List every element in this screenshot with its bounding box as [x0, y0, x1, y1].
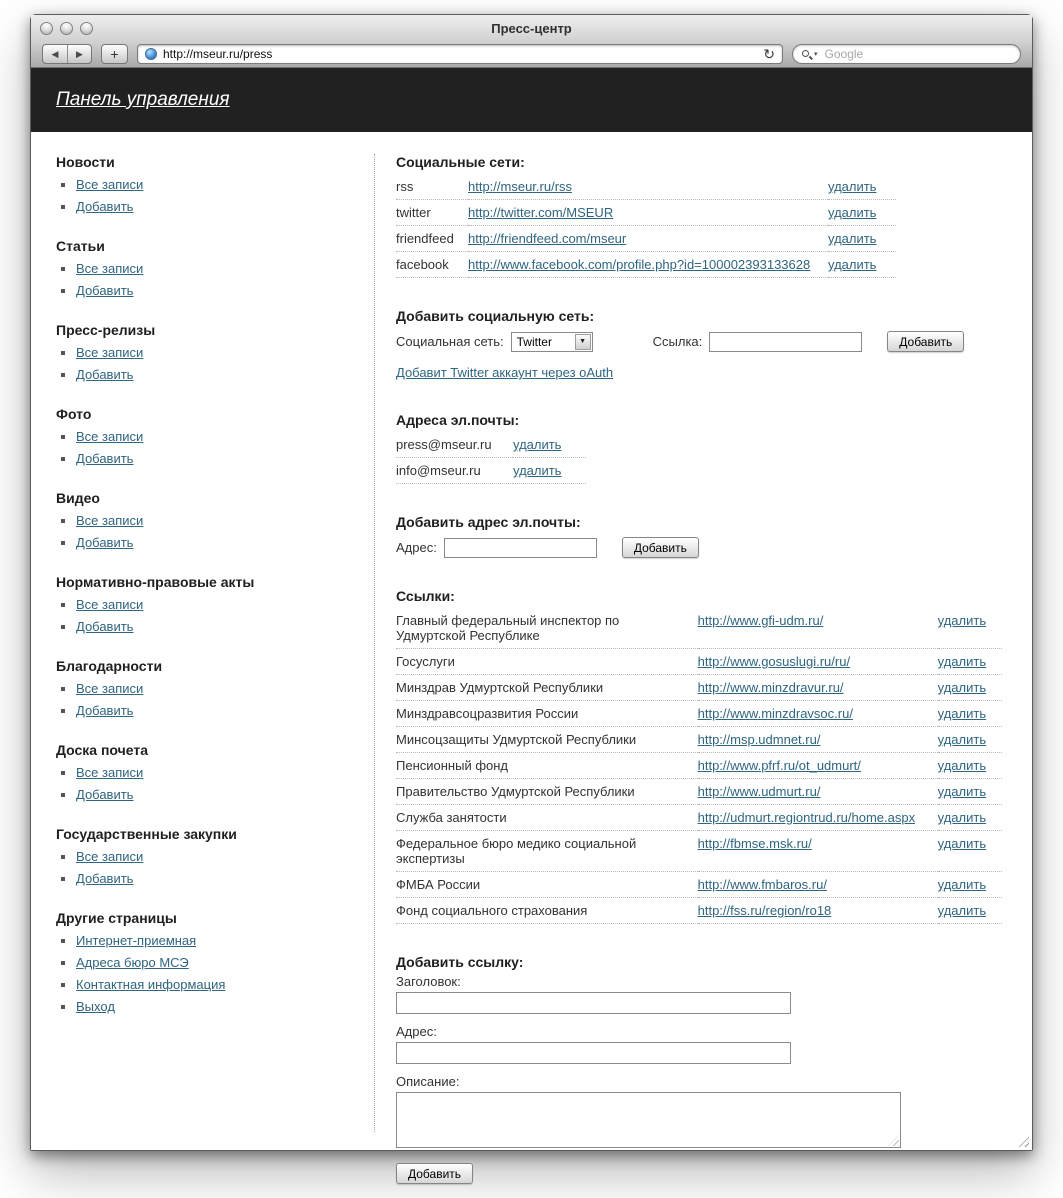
sidebar-link[interactable]: Добавить: [76, 871, 134, 886]
add-email-button[interactable]: Добавить: [622, 537, 699, 558]
list-item: [76, 513, 374, 528]
list-item: [76, 977, 374, 992]
sidebar-link[interactable]: Все записи: [76, 261, 144, 276]
section-title: Добавить социальную сеть:: [396, 308, 595, 324]
table-row: [396, 458, 586, 484]
email-address: press@mseur.ru: [396, 432, 513, 458]
sidebar-link[interactable]: Добавить: [76, 283, 134, 298]
section-add-email: [396, 514, 1002, 558]
select-dropdown-button[interactable]: [575, 334, 591, 350]
sidebar-link[interactable]: Добавить: [76, 199, 134, 214]
section-social-networks: [396, 154, 1002, 278]
link-url[interactable]: http://fss.ru/region/ro18: [697, 903, 832, 918]
link-url[interactable]: http://udmurt.regiontrud.ru/home.aspx: [697, 810, 916, 825]
sidebar-link[interactable]: Адреса бюро МСЭ: [76, 955, 189, 970]
social-network-url-link[interactable]: http://mseur.ru/rss: [468, 179, 573, 194]
link-description-textarea[interactable]: [396, 1092, 901, 1148]
sidebar-section-title: Доска почета: [56, 742, 149, 758]
sidebar-link[interactable]: Добавить: [76, 703, 134, 718]
nav-buttons: [42, 44, 92, 64]
search-caret-icon[interactable]: ▾: [814, 51, 818, 58]
sidebar: [31, 154, 374, 1150]
table-row: [396, 608, 1002, 649]
search-input[interactable]: [792, 44, 1021, 64]
sidebar-section-photo: [56, 406, 374, 466]
delete-link[interactable]: удалить: [828, 179, 877, 194]
list-item: [76, 177, 374, 192]
links-table: [396, 608, 1002, 924]
sidebar-link[interactable]: Выход: [76, 999, 115, 1014]
sidebar-link[interactable]: Добавить: [76, 619, 134, 634]
section-title: Адреса эл.почты:: [396, 412, 520, 428]
sidebar-link[interactable]: Все записи: [76, 429, 144, 444]
sidebar-link[interactable]: Все записи: [76, 177, 144, 192]
link-address-label: Адрес:: [396, 1024, 437, 1039]
globe-icon: [145, 48, 157, 60]
delete-link[interactable]: удалить: [513, 437, 562, 452]
list-item: [76, 429, 374, 444]
delete-link[interactable]: удалить: [828, 231, 877, 246]
section-add-social: [396, 308, 1002, 382]
forward-button[interactable]: [67, 45, 91, 63]
table-row: [396, 701, 1002, 727]
delete-link[interactable]: удалить: [937, 758, 987, 773]
delete-link[interactable]: удалить: [937, 903, 987, 918]
search-placeholder: Google: [824, 47, 864, 61]
forward-icon: ▶: [76, 48, 83, 59]
chevron-down-icon: ▼: [579, 338, 587, 345]
link-url[interactable]: http://www.minzdravsoc.ru/: [697, 706, 853, 721]
back-button[interactable]: [43, 45, 67, 63]
table-row: [396, 174, 896, 200]
section-title: Ссылки:: [396, 588, 455, 604]
social-network-name: friendfeed: [396, 226, 468, 252]
social-network-url-link[interactable]: http://www.facebook.com/profile.php?id=100002393133628: [468, 257, 811, 272]
sidebar-link[interactable]: Добавить: [76, 535, 134, 550]
section-links: [396, 588, 1002, 924]
table-row: [396, 432, 586, 458]
link-name: Правительство Удмуртской Республики: [396, 779, 698, 805]
sidebar-link[interactable]: Все записи: [76, 513, 144, 528]
list-item: [76, 871, 374, 886]
link-title-label: Заголовок:: [396, 974, 461, 989]
sidebar-section-honor-board: [56, 742, 374, 802]
link-url[interactable]: http://www.gfi-udm.ru/: [697, 613, 824, 628]
list-item: [76, 703, 374, 718]
sidebar-section-press-releases: [56, 322, 374, 382]
search-icon: [802, 50, 811, 59]
sidebar-section-title: Видео: [56, 490, 100, 506]
delete-link[interactable]: удалить: [937, 877, 987, 892]
table-row: [396, 831, 1002, 872]
delete-link[interactable]: удалить: [937, 680, 987, 695]
delete-link[interactable]: удалить: [828, 257, 877, 272]
delete-link[interactable]: удалить: [937, 784, 987, 799]
list-item: [76, 283, 374, 298]
list-item: [76, 535, 374, 550]
link-title-input[interactable]: [396, 992, 791, 1014]
add-link-button[interactable]: Добавить: [396, 1163, 473, 1184]
list-item: [76, 619, 374, 634]
sidebar-section-title: Государственные закупки: [56, 826, 237, 842]
table-row: [396, 727, 1002, 753]
delete-link[interactable]: удалить: [937, 810, 987, 825]
sidebar-link[interactable]: Все записи: [76, 345, 144, 360]
social-network-name: rss: [396, 174, 468, 200]
delete-link[interactable]: удалить: [937, 706, 987, 721]
section-emails: [396, 412, 1002, 484]
sidebar-section-state-procurement: [56, 826, 374, 886]
table-row: [396, 898, 1002, 924]
link-url[interactable]: http://www.udmurt.ru/: [697, 784, 821, 799]
sidebar-link[interactable]: Добавить: [76, 787, 134, 802]
section-add-link: [396, 954, 1002, 1184]
plus-icon: +: [110, 46, 119, 62]
site-header: [31, 68, 1032, 132]
sidebar-section-title: Новости: [56, 154, 115, 170]
address-bar[interactable]: [137, 44, 783, 64]
sidebar-link[interactable]: Контактная информация: [76, 977, 226, 992]
list-item: [76, 345, 374, 360]
link-name: Минсоцзащиты Удмуртской Республики: [396, 727, 698, 753]
social-network-url-link[interactable]: http://friendfeed.com/mseur: [468, 231, 627, 246]
link-url[interactable]: http://msp.udmnet.ru/: [697, 732, 821, 747]
sidebar-section-title: Благодарности: [56, 658, 163, 674]
email-address: info@mseur.ru: [396, 458, 513, 484]
list-item: [76, 955, 374, 970]
url-text[interactable]: http://mseur.ru/press: [163, 47, 273, 61]
list-item: [76, 765, 374, 780]
section-title: Добавить ссылку:: [396, 954, 524, 970]
link-name: Фонд социального страхования: [396, 898, 698, 924]
social-network-url-link[interactable]: http://twitter.com/MSEUR: [468, 205, 614, 220]
list-item: [76, 451, 374, 466]
sidebar-link[interactable]: Интернет-приемная: [76, 933, 197, 948]
link-name: Минздрав Удмуртской Республики: [396, 675, 698, 701]
sidebar-section-video: [56, 490, 374, 550]
table-row: [396, 649, 1002, 675]
sidebar-section-legal-acts: [56, 574, 374, 634]
delete-link[interactable]: удалить: [513, 463, 562, 478]
list-item: [76, 681, 374, 696]
sidebar-link[interactable]: Все записи: [76, 849, 144, 864]
link-url[interactable]: http://www.gosuslugi.ru/ru/: [697, 654, 851, 669]
sidebar-section-thanks: [56, 658, 374, 718]
table-row: [396, 753, 1002, 779]
sidebar-section-title: Нормативно-правовые акты: [56, 574, 255, 590]
network-select-label: Социальная сеть:: [396, 334, 504, 349]
table-row: [396, 779, 1002, 805]
table-row: [396, 200, 896, 226]
sidebar-section-title: Фото: [56, 406, 92, 422]
control-panel-link[interactable]: Панель управления: [56, 89, 230, 110]
twitter-oauth-link[interactable]: Добавит Twitter аккаунт через oAuth: [396, 365, 614, 380]
list-item: [76, 849, 374, 864]
window-title: Пресс-центр: [491, 20, 572, 36]
social-link-label: Ссылка:: [652, 334, 703, 349]
sidebar-link[interactable]: Все записи: [76, 765, 144, 780]
network-select-value: Twitter: [516, 334, 552, 349]
sidebar-section-title: Пресс-релизы: [56, 322, 156, 338]
link-url[interactable]: http://www.minzdravur.ru/: [697, 680, 844, 695]
emails-table: [396, 432, 586, 484]
refresh-icon[interactable]: ↻: [763, 46, 775, 62]
link-url[interactable]: http://www.pfrf.ru/ot_udmurt/: [697, 758, 861, 773]
link-name: ФМБА России: [396, 872, 698, 898]
social-network-name: facebook: [396, 252, 468, 278]
link-name: Минздравсоцразвития России: [396, 701, 698, 727]
delete-link[interactable]: удалить: [937, 613, 987, 628]
list-item: [76, 367, 374, 382]
sidebar-section-news: [56, 154, 374, 214]
email-address-label: Адрес:: [396, 540, 437, 555]
link-address-input[interactable]: [396, 1042, 791, 1064]
link-name: Госуслуги: [396, 649, 698, 675]
list-item: [76, 787, 374, 802]
link-name: Главный федеральный инспектор по Удмуртской Республике: [396, 608, 698, 649]
link-name: Пенсионный фонд: [396, 753, 698, 779]
new-tab-button[interactable]: [101, 44, 128, 64]
delete-link[interactable]: удалить: [937, 654, 987, 669]
section-title: Социальные сети:: [396, 154, 525, 170]
social-network-name: twitter: [396, 200, 468, 226]
browser-toolbar: [31, 41, 1032, 68]
list-item: [76, 261, 374, 276]
browser-window: [30, 14, 1033, 1181]
sidebar-link[interactable]: Добавить: [76, 451, 134, 466]
table-row: [396, 252, 896, 278]
sidebar-section-title: Статьи: [56, 238, 105, 254]
back-icon: ◀: [51, 48, 59, 59]
table-row: [396, 226, 896, 252]
sidebar-section-articles: [56, 238, 374, 298]
delete-link[interactable]: удалить: [937, 732, 987, 747]
social-link-input[interactable]: [709, 332, 862, 352]
window-titlebar[interactable]: [31, 15, 1032, 41]
delete-link[interactable]: удалить: [937, 836, 987, 851]
sidebar-link[interactable]: Все записи: [76, 597, 144, 612]
table-row: [396, 872, 1002, 898]
list-item: [76, 999, 374, 1014]
list-item: [76, 199, 374, 214]
sidebar-section-other-pages: [56, 910, 374, 1014]
link-name: Служба занятости: [396, 805, 698, 831]
delete-link[interactable]: удалить: [828, 205, 877, 220]
table-row: [396, 675, 1002, 701]
table-row: [396, 805, 1002, 831]
link-description-label: Описание:: [396, 1074, 460, 1089]
sidebar-link[interactable]: Добавить: [76, 367, 134, 382]
add-social-button[interactable]: Добавить: [887, 331, 964, 352]
section-title: Добавить адрес эл.почты:: [396, 514, 581, 530]
social-networks-table: [396, 174, 896, 278]
sidebar-section-title: Другие страницы: [56, 910, 177, 926]
main-content: [374, 154, 1032, 1181]
sidebar-link[interactable]: Все записи: [76, 681, 144, 696]
link-name: Федеральное бюро медико социальной экспертизы: [396, 831, 698, 872]
list-item: [76, 597, 374, 612]
page-body: [31, 132, 1032, 1181]
list-item: [76, 933, 374, 948]
email-address-input[interactable]: [444, 538, 597, 558]
link-url[interactable]: http://fbmse.msk.ru/: [697, 836, 812, 851]
network-select[interactable]: [511, 332, 593, 352]
link-url[interactable]: http://www.fmbaros.ru/: [697, 877, 827, 892]
